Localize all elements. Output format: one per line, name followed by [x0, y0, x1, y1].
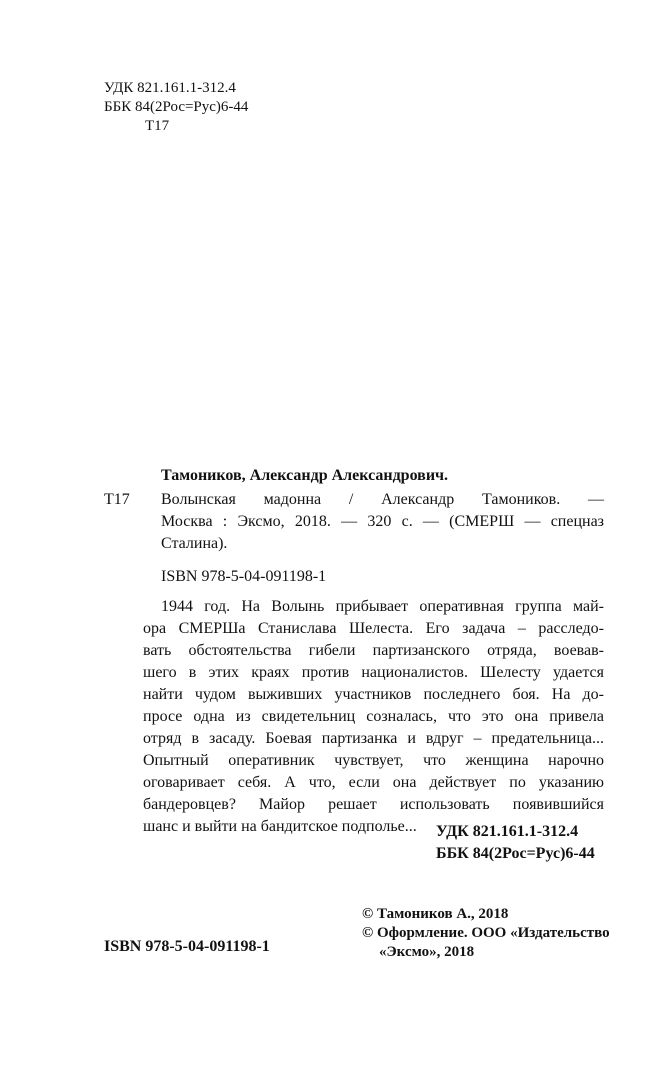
annotation-line: вать обстоятельства гибели партизанского отряда, воевав-: [143, 642, 604, 659]
classification-codes-bottom: [436, 821, 604, 865]
copyright-line: «Эксмо», 2018: [379, 944, 475, 960]
copyright-line: © Оформление. ООО «Издательство: [362, 925, 610, 941]
annotation-line: оговаривает себя. А что, если она действует по указанию: [143, 774, 604, 791]
isbn-bottom: ISBN 978-5-04-091198-1: [104, 938, 270, 955]
bibliographic-description: [161, 489, 604, 555]
biblio-line: Волынская мадонна / Александр Тамоников. —: [161, 491, 604, 508]
annotation-line: шанс и выйти на бандитское подполье...: [143, 818, 417, 835]
copyright-notice: [362, 905, 610, 962]
annotation-line: найти чудом выживших участников последнего боя. На до-: [143, 686, 604, 703]
annotation-line: отряд в засаду. Боевая партизанка и вдруг – предательница...: [143, 730, 604, 747]
annotation-line: ора СМЕРШа Станислава Шелеста. Его задача – расследо-: [143, 620, 604, 637]
copyright-line: © Тамоников А., 2018: [362, 906, 509, 922]
classification-codes-top: [104, 79, 248, 136]
annotation-line: Опытный оперативник чувствует, что женщина нарочно: [143, 752, 604, 769]
bbk-code: ББК 84(2Рос=Рус)6-44: [104, 99, 249, 115]
udk-code: УДК 821.161.1-312.4: [436, 823, 579, 840]
annotation-line: 1944 год. На Волынь прибывает оперативная группа май-: [161, 598, 604, 615]
cutter-mark: Т17: [104, 491, 130, 508]
udk-code: УДК 821.161.1-312.4: [104, 80, 236, 96]
bbk-code: ББК 84(2Рос=Рус)6-44: [436, 845, 595, 862]
annotation: [143, 596, 604, 838]
isbn-inline: ISBN 978-5-04-091198-1: [161, 568, 327, 585]
annotation-line: просе одна из свидетельниц созналась, что это она привела: [143, 708, 604, 725]
annotation-line: шего в этих краях против националистов. Шелесту удается: [143, 664, 604, 681]
author-heading: Тамоников, Александр Александрович.: [161, 467, 449, 484]
author-cutter-sign: Т17: [145, 118, 170, 134]
biblio-line: Москва : Эксмо, 2018. — 320 с. — (СМЕРШ — спецназ: [161, 513, 604, 530]
annotation-line: бандеровцев? Майор решает использовать появившийся: [143, 796, 604, 813]
biblio-line: Сталина).: [161, 535, 228, 552]
